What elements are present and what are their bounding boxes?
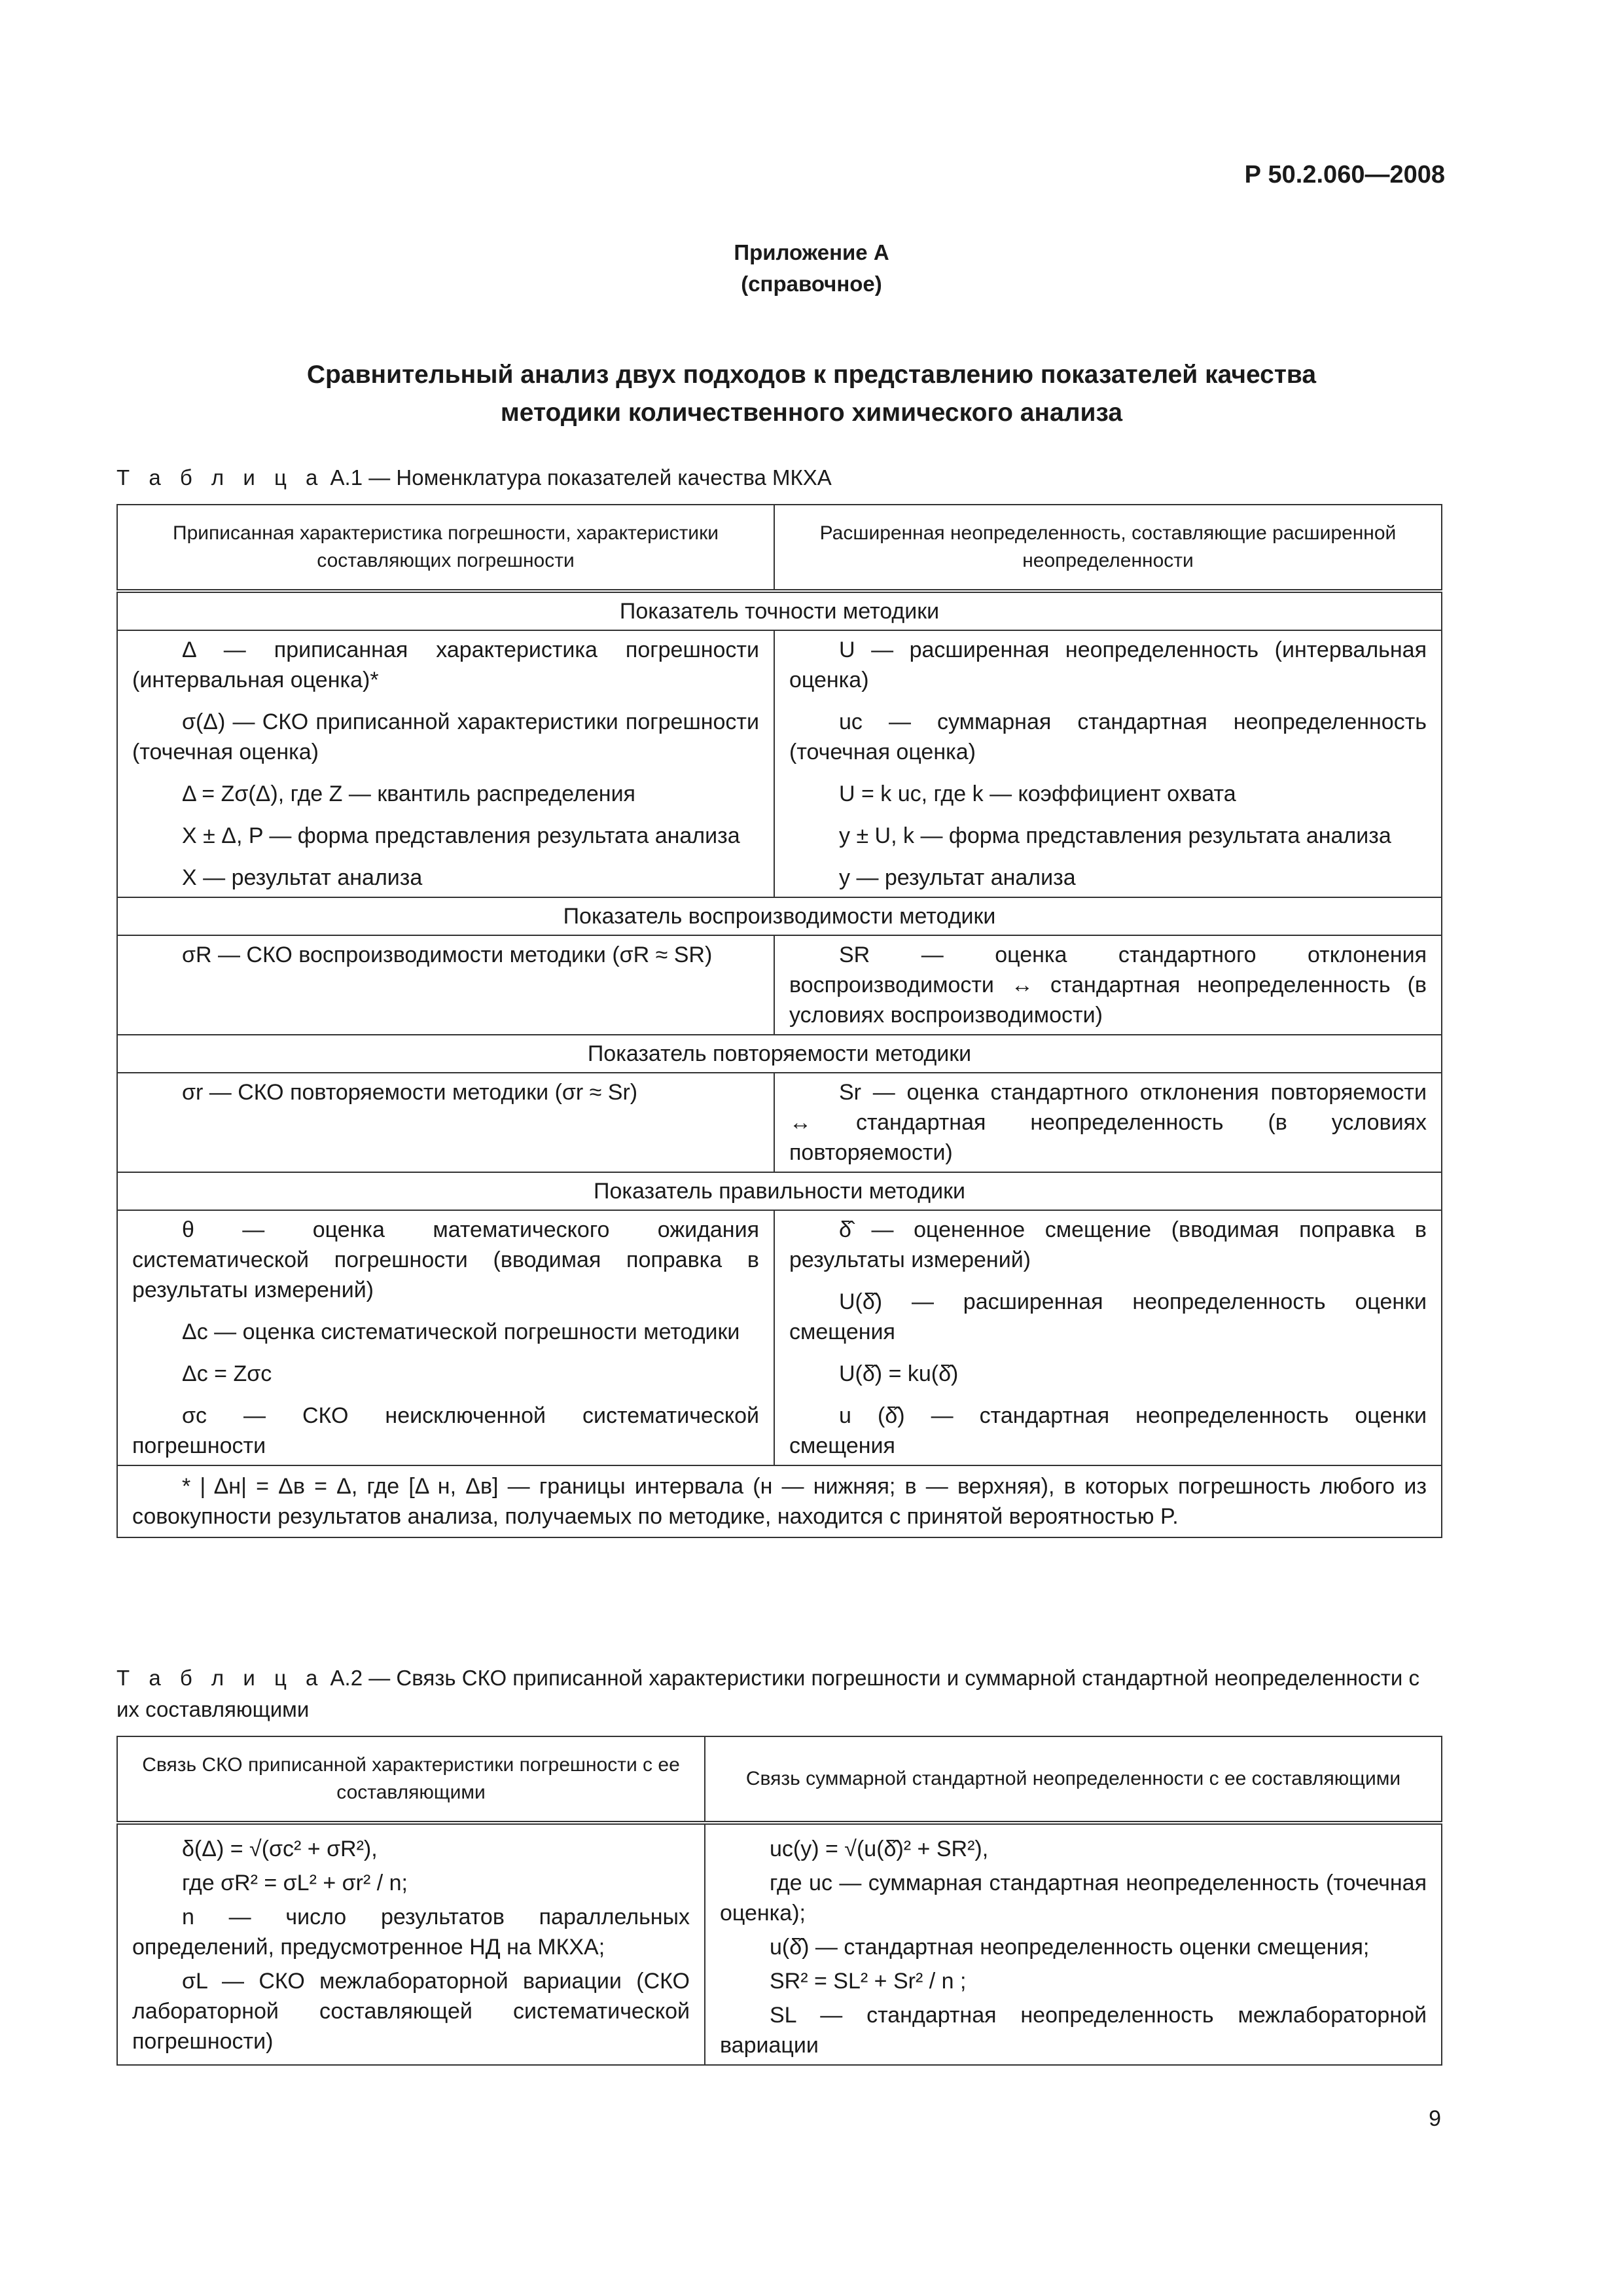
annex-subtitle: (справочное): [741, 272, 882, 296]
r11-left: σc — СКО неисключенной систематической погрешности: [132, 1403, 759, 1458]
r8-left: θ — оценка математического ожидания систематической погрешности (вводимая поправка в результаты измерений): [132, 1217, 759, 1302]
r1-right: U — расширенная неопределенность (интервальная оценка): [789, 637, 1427, 692]
t2-right-SL-def: SL — стандартная неопределенность межлабораторной вариации: [720, 2003, 1427, 2058]
r10-left: Δc = Zσc: [182, 1361, 272, 1386]
r9-left: Δc — оценка систематической погрешности методики: [182, 1319, 740, 1344]
t2-left-n-def: n — число результатов параллельных определений, предусмотренное НД на МКХА;: [132, 1905, 690, 1960]
section-repeatability: Показатель повторяемости методики: [117, 1035, 1442, 1073]
table-row: [117, 935, 1442, 1035]
table1-caption: [116, 462, 1438, 493]
r2-right: uc — суммарная стандартная неопределенность (точечная оценка): [789, 709, 1427, 764]
right-cell: [774, 630, 1442, 897]
r3-left: Δ = Zσ(Δ), где Z — квантиль распределения: [182, 781, 635, 806]
table-row: [117, 1073, 1442, 1172]
table-row: [117, 1823, 1442, 2065]
t2-right-u-def: u(δ̂) — стандартная неопределенность оценки смещения;: [770, 1935, 1370, 1960]
r4-right: y ± U, k — форма представления результата анализа: [839, 823, 1391, 848]
r2-left: σ(Δ) — СКО приписанной характеристики погрешности (точечная оценка): [132, 709, 759, 764]
t2-left-formula2: где σR² = σL² + σr² / n;: [182, 1871, 408, 1895]
r11-right: u (δ̂) — стандартная неопределенность оценки смещения: [789, 1403, 1427, 1458]
t2-left-sigmaL-def: σL — СКО межлабораторной вариации (СКО лабораторной составляющей систематической погрешности): [132, 1969, 690, 2054]
table1-caption-prefix: Т а б л и ц а: [116, 465, 325, 490]
section-trueness: Показатель правильности методики: [117, 1172, 1442, 1210]
table1-col1-header: Приписанная характеристика погрешности, характеристики составляющих погрешности: [117, 505, 774, 591]
section-accuracy: Показатель точности методики: [117, 591, 1442, 630]
title-line-1: Сравнительный анализ двух подходов к представлению показателей качества: [306, 361, 1317, 389]
r9-right: U(δ̂) — расширенная неопределенность оценки смещения: [789, 1289, 1427, 1344]
t2-right-uc-def: где uc — суммарная стандартная неопределенность (точечная оценка);: [720, 1871, 1427, 1926]
table-sko-relations: [116, 1736, 1442, 2066]
title-line-2: методики количественного химического анализа: [500, 399, 1123, 427]
table-row: [117, 630, 1442, 897]
table2-col1-header: Связь СКО приписанной характеристики погрешности с ее составляющими: [117, 1736, 705, 1823]
t2-left-formula1: δ(Δ) = √(σc² + σR²),: [182, 1837, 378, 1861]
page-number: 9: [1429, 2106, 1441, 2131]
annex-title: Приложение А: [734, 240, 889, 264]
r1-left: Δ — приписанная характеристика погрешности (интервальная оценка)*: [132, 637, 759, 692]
t2-right-formula2: SR² = SL² + Sr² / n ;: [770, 1969, 967, 1994]
table-quality-indicators: [116, 504, 1442, 1538]
r5-right: y — результат анализа: [839, 865, 1076, 890]
r8-right: δ̂ — оцененное смещение (вводимая поправка в результаты измерений): [789, 1217, 1427, 1272]
section-reproducibility: Показатель воспроизводимости методики: [117, 897, 1442, 935]
annex-heading: [0, 237, 1623, 300]
r3-right: U = k uc, где k — коэффициент охвата: [839, 781, 1236, 806]
r7-left: σr — СКО повторяемости методики (σr ≈ Sr): [182, 1080, 638, 1105]
table1-col2-header: Расширенная неопределенность, составляющие расширенной неопределенности: [774, 505, 1442, 591]
left-cell: [117, 630, 774, 897]
r5-left: X — результат анализа: [182, 865, 423, 890]
t2-right-formula1: uc(y) = √(u(δ̂)² + SR²),: [770, 1837, 989, 1861]
table2-caption-text: А.2 — Связь СКО приписанной характеристики погрешности и суммарной стандартной неопределенности с их составляющими: [116, 1666, 1419, 1721]
page-title: [0, 356, 1623, 432]
table1-caption-text: А.1 — Номенклатура показателей качества МКХА: [324, 465, 832, 490]
r4-left: X ± Δ, P — форма представления результата анализа: [182, 823, 740, 848]
document-number: Р 50.2.060—2008: [1244, 161, 1445, 188]
table2-caption: [116, 1662, 1438, 1725]
r10-right: U(δ̂) = ku(δ̂): [839, 1361, 959, 1386]
r6-right: SR — оценка стандартного отклонения воспроизводимости ↔ стандартная неопределенность (в условиях воспроизводимости): [789, 942, 1427, 1028]
r7-right: Sr — оценка стандартного отклонения повторяемости ↔ стандартная неопределенность (в условиях повторяемости): [789, 1080, 1427, 1165]
r6-left: σR — СКО воспроизводимости методики (σR ≈ SR): [182, 942, 713, 967]
table1-footnote: * | Δн| = Δв = Δ, где [Δ н, Δв] — границы интервала (н — нижняя; в — верхняя), в которых погрешность любого из совокупности результатов анализа, получаемых по методике, находится с принятой вероятностью P.: [117, 1465, 1442, 1537]
table2-col2-header: Связь суммарной стандартной неопределенности с ее составляющими: [705, 1736, 1442, 1823]
table2-caption-prefix: Т а б л и ц а: [116, 1666, 325, 1690]
table-row: [117, 1210, 1442, 1465]
